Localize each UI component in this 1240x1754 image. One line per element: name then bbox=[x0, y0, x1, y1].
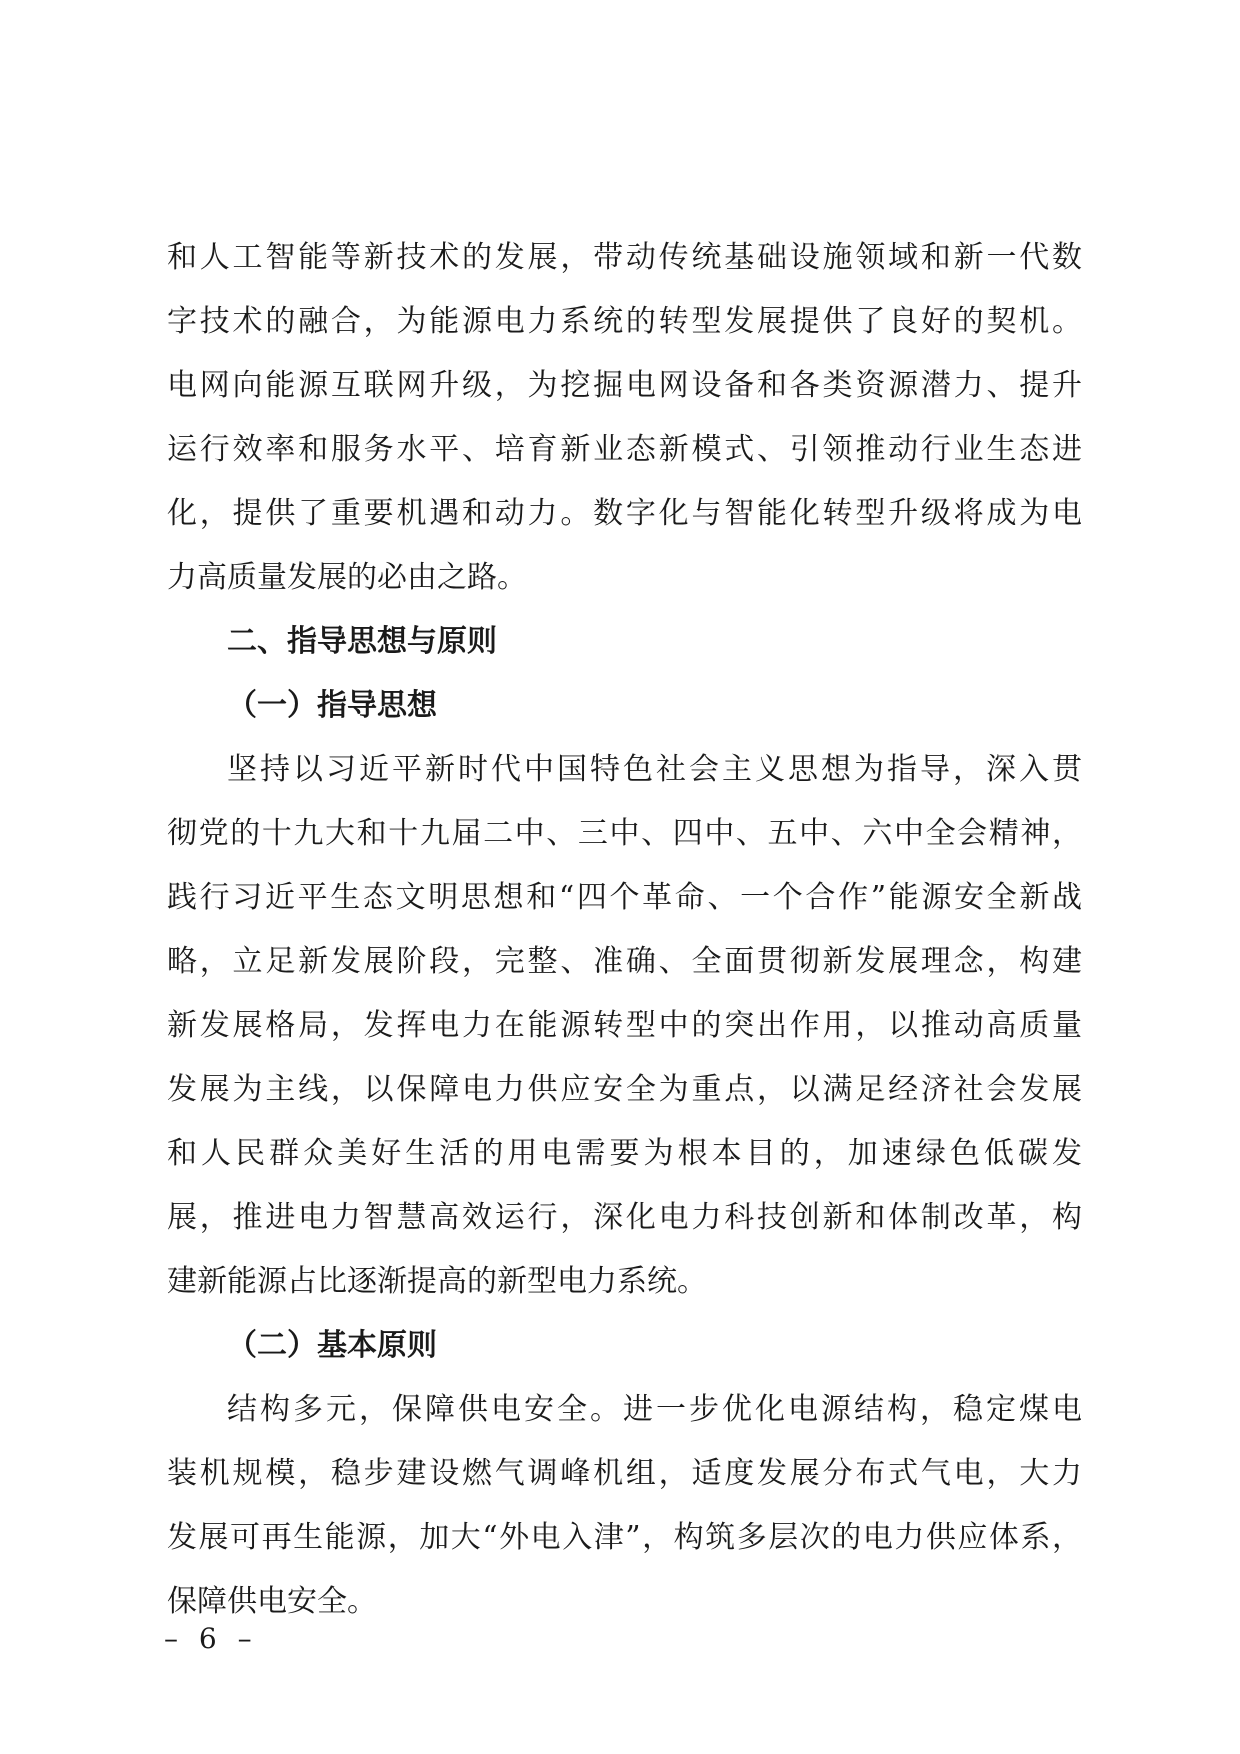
text-line: 发展可再生能源，加大“外电入津”，构筑多层次的电力供应体系， bbox=[167, 1520, 1082, 1555]
text-line: 运行效率和服务水平、培育新业态新模式、引领推动行业生态进 bbox=[167, 432, 1082, 467]
paragraph-intro bbox=[167, 226, 1082, 610]
text-line: 发展为主线，以保障电力供应安全为重点，以满足经济社会发展 bbox=[167, 1072, 1082, 1107]
text-line: 结构多元，保障供电安全。进一步优化电源结构，稳定煤电 bbox=[227, 1392, 1082, 1427]
text-line: 践行习近平生态文明思想和“四个革命、一个合作”能源安全新战 bbox=[167, 880, 1082, 915]
text-line: 展，推进电力智慧高效运行，深化电力科技创新和体制改革，构 bbox=[167, 1200, 1082, 1235]
text-line: 字技术的融合，为能源电力系统的转型发展提供了良好的契机。 bbox=[167, 304, 1082, 339]
text-line: 化，提供了重要机遇和动力。数字化与智能化转型升级将成为电 bbox=[167, 496, 1082, 531]
text-line: 略，立足新发展阶段，完整、准确、全面贯彻新发展理念，构建 bbox=[167, 944, 1082, 979]
text-line: 坚持以习近平新时代中国特色社会主义思想为指导，深入贯 bbox=[227, 752, 1082, 787]
text-line: 电网向能源互联网升级，为挖掘电网设备和各类资源潜力、提升 bbox=[167, 368, 1082, 403]
text-line: 和人工智能等新技术的发展，带动传统基础设施领域和新一代数 bbox=[167, 240, 1082, 275]
text-line: 保障供电安全。 bbox=[167, 1584, 377, 1619]
text-line: 彻党的十九大和十九届二中、三中、四中、五中、六中全会精神， bbox=[167, 816, 1082, 851]
paragraph-guiding-ideology bbox=[167, 738, 1082, 1314]
text-line: 和人民群众美好生活的用电需要为根本目的，加速绿色低碳发 bbox=[167, 1136, 1082, 1171]
text-line: 建新能源占比逐渐提高的新型电力系统。 bbox=[167, 1264, 707, 1299]
page-number: – 6 – bbox=[164, 1622, 258, 1655]
text-line: 新发展格局，发挥电力在能源转型中的突出作用，以推动高质量 bbox=[167, 1008, 1082, 1043]
document-body bbox=[167, 226, 1082, 1634]
text-line: 力高质量发展的必由之路。 bbox=[167, 560, 527, 595]
subsection-heading-guiding-ideology: （一）指导思想 bbox=[227, 688, 437, 723]
text-line: 装机规模，稳步建设燃气调峰机组，适度发展分布式气电，大力 bbox=[167, 1456, 1082, 1491]
paragraph-basic-principles bbox=[167, 1378, 1082, 1634]
section-heading: 二、指导思想与原则 bbox=[227, 624, 497, 659]
subsection-heading-basic-principles: （二）基本原则 bbox=[227, 1328, 437, 1363]
